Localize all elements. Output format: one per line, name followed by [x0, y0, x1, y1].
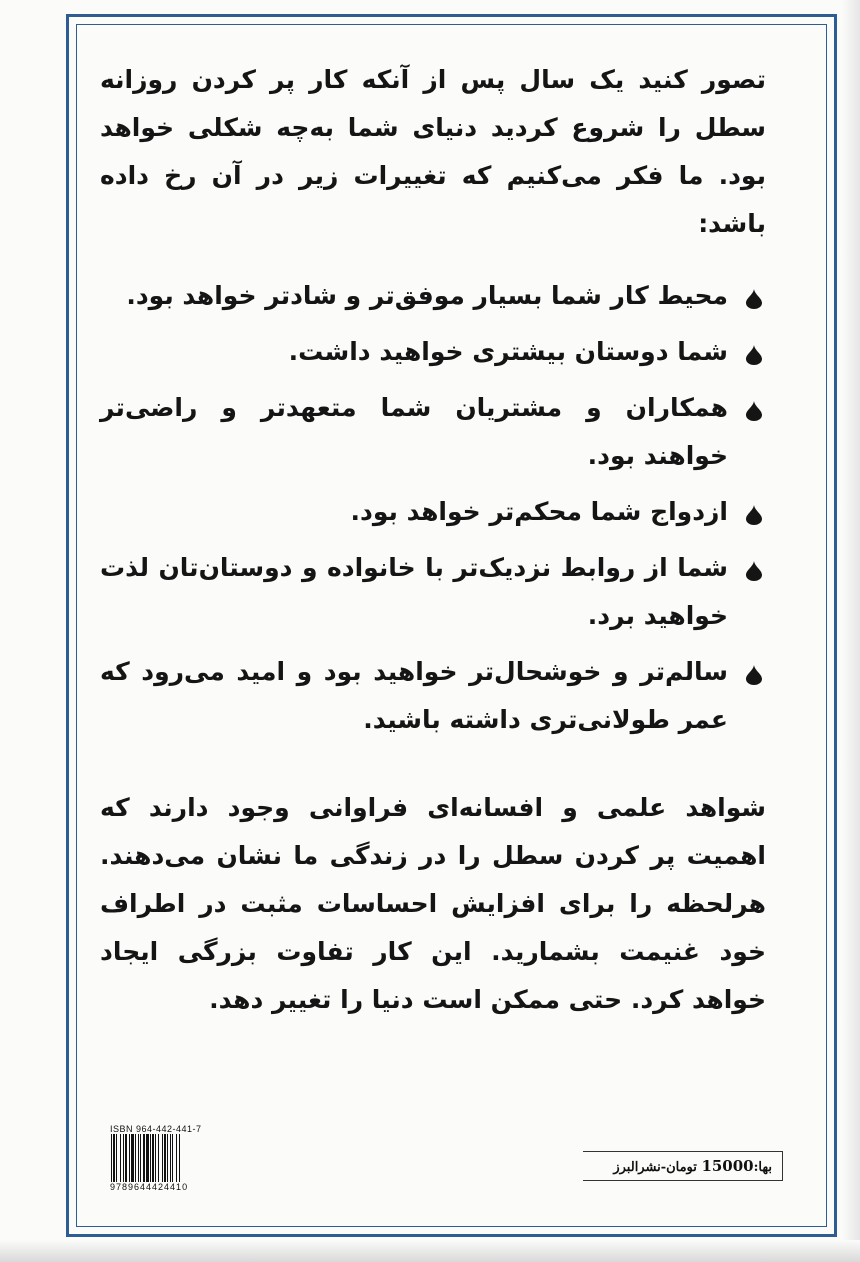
- barcode-bar: [113, 1134, 115, 1182]
- isbn-label: ISBN 964-442-441-7: [110, 1124, 202, 1134]
- drop-bullet-icon: [746, 561, 762, 581]
- list-item: [100, 648, 766, 744]
- barcode-bar: [125, 1134, 127, 1182]
- price-amount: 15000: [701, 1157, 754, 1175]
- barcode-bar: [176, 1134, 177, 1182]
- list-item: [100, 384, 766, 480]
- barcode-bar: [158, 1134, 159, 1182]
- cover-text: [100, 56, 766, 1024]
- list-item: [100, 544, 766, 640]
- benefits-list: [100, 272, 766, 744]
- drop-bullet-icon: [746, 665, 762, 685]
- barcode-bar: [135, 1134, 136, 1182]
- barcode-bar: [116, 1134, 117, 1182]
- list-item: [100, 272, 766, 320]
- barcode-bar: [131, 1134, 134, 1182]
- page-edge-shade: [842, 0, 860, 1262]
- price-publisher: تومان-نشرالبرز: [613, 1160, 697, 1175]
- price-label: [583, 1151, 783, 1181]
- barcode-bar: [170, 1134, 171, 1182]
- isbn-barcode: [110, 1124, 230, 1192]
- barcode-bar: [164, 1134, 166, 1182]
- barcode-bar: [172, 1134, 173, 1182]
- barcode-bar: [155, 1134, 156, 1182]
- barcode-bar: [152, 1134, 154, 1182]
- intro-paragraph: تصور کنید یک سال پس از آنکه کار پر کردن روزانه سطل را شروع کردید دنیای شما به‌چه شکلی خواهد بود. ما فکر می‌کنیم که تغییرات زیر در آن رخ داده باشد:: [100, 65, 766, 238]
- list-item-text: همکاران و مشتریان شما متعهدتر و راضی‌تر خواهند بود.: [100, 393, 728, 470]
- barcode-bar: [150, 1134, 151, 1182]
- drop-bullet-icon: [746, 401, 762, 421]
- closing-paragraph: شواهد علمی و افسانه‌ای فراوانی وجود دارند که اهمیت پر کردن سطل را در زندگی ما نشان می‌دهند. هرلحظه را برای افزایش احساسات مثبت در اطراف خود غنیمت بشمارید. این کار تفاوت بزرگی ایجاد خواهد کرد. حتی ممکن است دنیا را تغییر دهد.: [100, 793, 766, 1014]
- list-item-text: محیط کار شما بسیار موفق‌تر و شادتر خواهد بود.: [126, 281, 728, 310]
- barcode-bar: [120, 1134, 121, 1182]
- list-item: [100, 488, 766, 536]
- barcode-icon: [110, 1134, 230, 1182]
- barcode-bar: [140, 1134, 141, 1182]
- list-item-text: ازدواج شما محکم‌تر خواهد بود.: [350, 497, 728, 526]
- list-item-text: شما دوستان بیشتری خواهید داشت.: [288, 337, 728, 366]
- drop-bullet-icon: [746, 505, 762, 525]
- page-bottom-shade: [0, 1240, 860, 1262]
- barcode-bar: [111, 1134, 112, 1182]
- barcode-bar: [146, 1134, 149, 1182]
- barcode-bar: [129, 1134, 130, 1182]
- barcode-bar: [167, 1134, 168, 1182]
- drop-bullet-icon: [746, 289, 762, 309]
- barcode-bar: [138, 1134, 139, 1182]
- barcode-bar: [179, 1134, 180, 1182]
- list-item-text: شما از روابط نزدیک‌تر با خانواده و دوستان‌تان لذت خواهید برد.: [100, 553, 728, 630]
- list-item-text: سالم‌تر و خوشحال‌تر خواهید بود و امید می‌رود که عمر طولانی‌تری داشته باشید.: [100, 657, 728, 734]
- barcode-bar: [143, 1134, 145, 1182]
- price-prefix: بها:: [753, 1160, 772, 1175]
- barcode-bar: [123, 1134, 124, 1182]
- list-item: [100, 328, 766, 376]
- drop-bullet-icon: [746, 345, 762, 365]
- barcode-number: 9789644424410: [110, 1182, 189, 1192]
- barcode-bar: [162, 1134, 163, 1182]
